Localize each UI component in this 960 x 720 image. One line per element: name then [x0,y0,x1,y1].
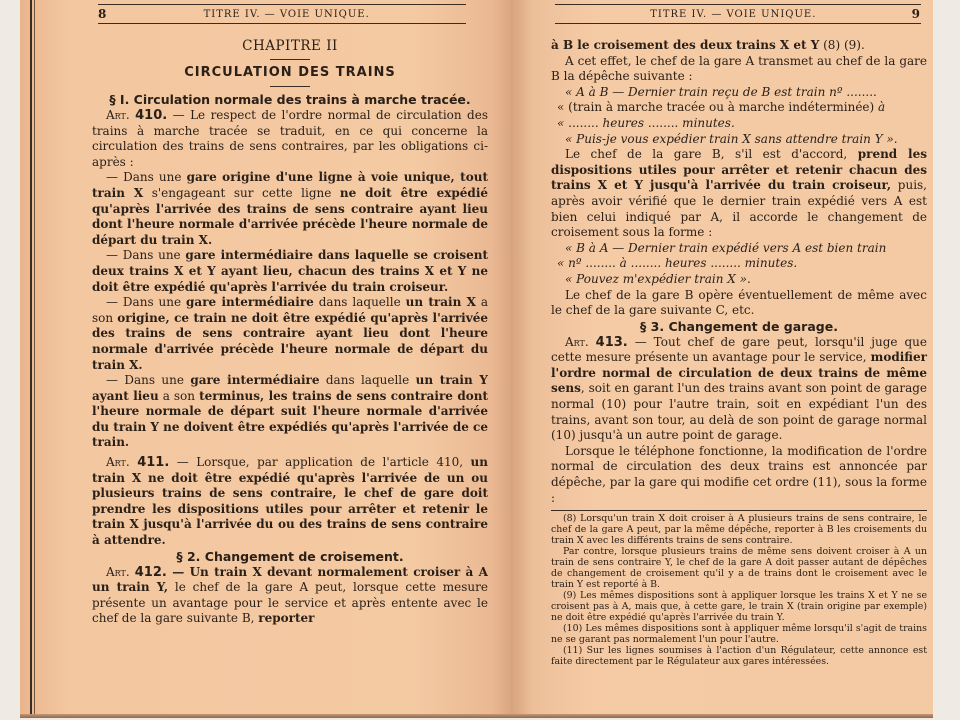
right-page-text [551,38,927,667]
header-title: TITRE IV. — VOIE UNIQUE. [650,8,817,20]
page-number: 8 [98,7,108,21]
footnote: (9) Les mêmes dispositions sont à appliquer lorsque les trains X et Y ne se croisent pas à A, mais que, à cette gare, le train X (train origine par exemple) ne doit être expédié qu'après l'arrivée du train Y. [551,590,927,624]
article-number: 411. [137,455,170,471]
divider [270,59,310,60]
article-number: 412. [134,564,167,580]
footnote: (8) Lorsqu'un train X doit croiser à A plusieurs trains de sens contraire, le chef de la gare A peut, par la même dépêche, reporter à B les croisements du train X avec les différents trains de sens contraire. [551,513,927,547]
telegram-line: « B à A — Dernier train expédié vers A est bien train [565,240,887,255]
chapter-heading: CHAPITRE II [242,38,338,54]
article-413: Art. 413. — Tout chef de gare peut, lorsqu'il juge que cette mesure présente un avantage pour le service, modifier l'ordre normal de circulation de deux trains de même sens, soit en garant l'un des trains avant son point de garage normal (10) pour l'autre train, soit en expédiant l'un des trains, avant son tour, au delà de son point de garage normal (10) jusqu'à un autre point de garage. [551,334,927,443]
running-header [555,4,921,24]
paragraph: Le chef de la gare B, s'il est d'accord, prend les dispositions utiles pour arrêter et retenir chacun des trains X et Y jusqu'à l'arrivée du train croiseur, puis, après avoir vérifié que le dernier train expédié vers A est bien celui indiqué par A, il accorde le changement de croisement sous la forme : [551,147,928,240]
paragraph: — Dans une gare intermédiaire dans laquelle un train X a son origine, ce train ne doit être expédié qu'après l'arrivée des trains de sens contraire ayant lieu dont l'heure normale d'arrivée précède l'heure normale de départ du train X. [92,295,488,372]
paragraph: Lorsque le téléphone fonctionne, la modification de l'ordre normal de circulation des deux trains est annoncée par dépêche, par la gare qui modifie cet ordre (11), sous la forme : [551,443,927,505]
binding-line [30,0,32,715]
paragraph: — Dans une gare origine d'une ligne à voie unique, tout train X s'engageant sur cette ligne ne doit être expédié qu'après l'arrivée des trains de sens contraire ayant lieu dont l'heure normale d'arrivée précède l'heure normale de départ du train X. [92,170,489,247]
running-header [98,4,466,24]
footnote: (11) Sur les lignes soumises à l'action d'un Régulateur, cette annonce est faite directement par le Régulateur aux gares intéressées. [551,645,927,668]
article-412: Art. 412. — Un train X devant normalement croiser à A un train Y, le chef de la gare A peut, lorsque cette mesure présente un avantage pour le service et après entente avec le chef de la gare suivante B, reporter [92,564,488,626]
telegram-line: « Puis-je vous expédier train X sans attendre train Y ». [565,131,898,146]
open-book [20,0,933,720]
paragraph: à B le croisement des deux trains X et Y (8) (9). [551,38,865,52]
header-title: TITRE IV. — VOIE UNIQUE. [203,8,370,20]
telegram-line: « A à B — Dernier train reçu de B est train nº ........ [565,84,877,99]
page-edge [511,714,933,718]
telegram-line: « Pouvez m'expédier train X ». [565,271,751,286]
left-page-text [92,38,488,627]
telegram-line: « nº ........ à ........ heures ........ minutes. [557,256,798,271]
binding-line [34,0,35,715]
telegram-line: « ........ heures ........ minutes. [557,115,735,130]
divider [270,86,310,87]
footnotes [551,510,927,667]
right-page [511,0,933,718]
page-number: 9 [911,7,921,21]
page-edge [20,714,511,718]
article-number: 413. [595,334,628,350]
paragraph: Le chef de la gare B opère éventuellement de même avec le chef de la gare suivante C, etc. [551,287,927,318]
article-number: 410. [135,108,168,123]
section-heading: § I. Circulation normale des trains à marche tracée. [109,92,471,107]
paragraph: — Dans une gare intermédiaire dans laquelle se croisent deux trains X et Y ayant lieu, chacun des trains X et Y ne doit être expédié qu'après l'arrivée du train croiseur. [92,248,489,294]
article-411: Art. 411. — Lorsque, par application de l'article 410, un train X ne doit être expédié qu'après l'arrivée de un ou plusieurs trains de sens contraire, le chef de gare doit prendre les dispositions utiles pour arrêter et retenir le train X jusqu'à l'arrivée du ou des trains de sens contraire à attendre. [92,455,488,548]
footnote: Par contre, lorsque plusieurs trains de même sens doivent croiser à A un train de sens contraire Y, le chef de la gare A doit passer autant de dépêches de changement de croisement qu'il y a de trains dont le croisement avec le train Y est reporté à B. [551,546,927,591]
section-heading: § 2. Changement de croisement. [176,548,404,564]
article-410: Art. 410. — Le respect de l'ordre normal de circulation des trains à marche tracée se traduit, en ce qui concerne la circulation des trains de sens contraires, par les obligations ci-après : [92,108,488,169]
telegram-line: « (train à marche tracée ou à marche indéterminée) à [557,100,886,115]
section-heading: § 3. Changement de garage. [640,318,838,334]
left-page [20,0,511,718]
paragraph: — Dans une gare intermédiaire dans laquelle un train Y ayant lieu a son terminus, les trains de sens contraire dont l'heure normale de départ suit l'heure normale d'arrivée du train Y ne doivent être expédiés qu'après l'arrivée de ce train. [92,373,488,450]
chapter-title: CIRCULATION DES TRAINS [184,65,396,80]
paragraph: A cet effet, le chef de la gare A transmet au chef de la gare B la dépêche suivante : [551,53,927,84]
footnote: (10) Les mêmes dispositions sont à appliquer même lorsqu'il s'agit de trains ne se garant pas normalement l'un pour l'autre. [551,623,927,646]
